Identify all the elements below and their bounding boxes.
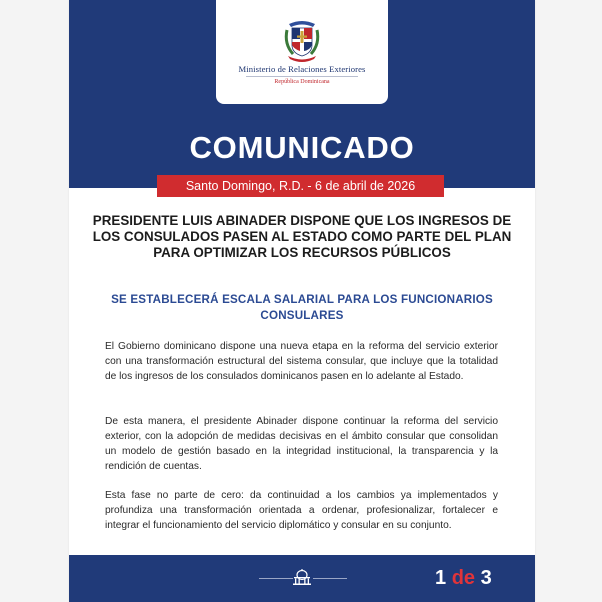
paragraph-1: El Gobierno dominicano dispone una nueva etapa en la reforma del servicio exterior con una transformación estructural del sistema consular, que incluye que la totalidad de los ingresos de los consulados dominicanos pasen en lo adelante al Estado. [105,341,498,382]
paragraph-2: De esta manera, el presidente Abinader dispone continuar la reforma del servicio exterior, con la adopción de medidas decisivas en el ámbito consular que consolidan un modelo de gestión basado en la integridad institucional, la transparencia y la rendición de cuentas. [105,416,498,472]
date-banner [157,175,444,197]
footer-divider-left [259,578,293,579]
communique-card [69,0,535,602]
page-total: 3 [480,567,492,589]
header-band [69,0,535,188]
page-title: COMUNICADO [189,130,415,165]
page-of: de [451,567,476,589]
logo-divider [246,76,358,77]
page-current: 1 [435,567,447,589]
country-name: República Dominicana [274,79,330,85]
footer-band [69,555,535,602]
ministry-name: Ministerio de Relaciones Exteriores [238,64,366,74]
national-palace-icon [292,569,312,585]
date-text: Santo Domingo, R.D. - 6 de abril de 2026 [185,179,416,193]
headline: PRESIDENTE LUIS ABINADER DISPONE QUE LOS INGRESOS DE LOS CONSULADOS PASEN AL ESTADO COMO PARTE DEL PLAN PARA OPTIMIZAR LOS RECURSOS PÚBLICOS [92,213,512,260]
footer-divider-right [313,578,347,579]
page-indicator [435,567,492,590]
subheadline: SE ESTABLECERÁ ESCALA SALARIAL PARA LOS FUNCIONARIOS CONSULARES [111,293,493,322]
paragraph-3: Esta fase no parte de cero: da continuidad a los cambios ya implementados y profundiza una transformación orientada a ordenar, profesionalizar, fortalecer e integrar el funcionamiento del servicio diplomático y consular en su conjunto. [105,490,498,531]
dominican-coat-of-arms-icon [281,18,323,62]
ministry-logo [216,0,388,104]
